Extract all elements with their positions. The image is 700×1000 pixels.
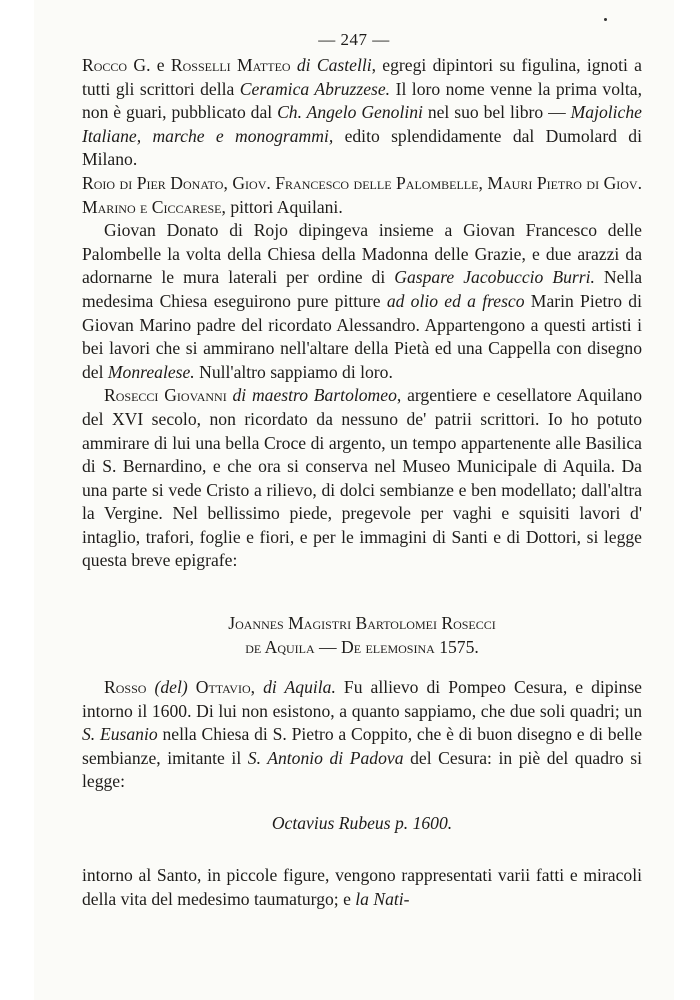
- particle: (del): [146, 677, 196, 697]
- continuation-text: [82, 864, 642, 911]
- entry-text: Marin Pietro di Giovan Marino padre del ricordato Alessandro. Appartengono a questi artisti i bei lavori che si ammirano nell'altare della Pietà ed una Cappella con disegno del: [82, 290, 642, 382]
- signature-line: [82, 812, 642, 836]
- entry-rosecci: [82, 384, 642, 573]
- entry-name-2: Rosselli Matteo: [170, 55, 291, 75]
- entry-text: edito splendidamente dal Dumolard di Milano.: [82, 125, 642, 170]
- work-title: Ceramica Abruzzese.: [239, 78, 391, 99]
- entry-text: intorno al Santo, in piccole figure, vengono rappresentati varii fatti e miracoli della vita del medesimo taumaturgo; e: [82, 865, 642, 909]
- epigraph-line: Joannes Magistri Bartolomei Rosecci: [228, 613, 496, 633]
- entry-text: Il loro nome venne la prima volta, non è guari, pubblicato dal: [82, 78, 642, 123]
- entry-text: , argentiere e cesellatore Aquilano del XVI secolo, non ricordato da nessuno de' patrii scrittori. Io ho potuto ammirare di lui una bella Croce di argento, un tempo appartenente alle Basilica di S. Bernardino, e che ora si conserva nel Museo Municipale di Aquila. Da una parte si vede Cristo a rilievo, di dolci sembianze e ben modellato; dall'altra la Vergine. Nel bellissimo piede, pregevole per vaghi e squisiti lavori d' intaglio, trafori, foglie e fiori, e per le immagini di Santi e di Dottori, si legge questa breve epigrafe:: [82, 385, 642, 571]
- signature: Octavius Rubeus p. 1600.: [271, 813, 453, 833]
- work-title: S. Eusanio: [82, 724, 158, 745]
- epigraph-line: de Aquila — De elemosina 1575.: [245, 636, 479, 657]
- author-name: Ch. Angelo Genolini: [277, 102, 423, 123]
- entry-text: Fu allievo di Pompeo Cesura, e dipinse intorno il 1600. Di lui non esistono, a quanto sappiamo, che due soli quadri; un: [82, 677, 642, 721]
- entry-text: Null'altro sappiamo di loro.: [194, 361, 393, 382]
- continuation-paragraph: [82, 864, 642, 911]
- entry-origin: di Aquila.: [255, 677, 336, 697]
- entry-text: pittori Aquilani.: [225, 196, 343, 217]
- entry-rosso: [82, 676, 642, 794]
- entry-name: Rosso: [104, 677, 147, 697]
- work-title: Majoliche Italiane, marche e monogrammi,: [82, 102, 642, 146]
- technique: ad olio ed a fresco: [386, 290, 525, 311]
- page-number: — 247 —: [318, 30, 390, 49]
- entry-roio-body: [82, 219, 642, 384]
- entry-name: Rosecci Giovanni: [104, 385, 227, 406]
- entry-rosso-body: [82, 676, 642, 794]
- main-text-block: [82, 54, 642, 573]
- work-title: S. Antonio di Padova: [247, 747, 404, 768]
- entry-text: Nella medesima Chiesa eseguirono pure pitture: [82, 267, 643, 311]
- entry-text: Giovan Donato di Rojo dipingeva insieme a Giovan Francesco delle Palombelle la volta della Chiesa della Madonna delle Grazie, e due arazzi da adornarne le mura laterali per ordine di: [82, 220, 642, 288]
- epigraph: [82, 612, 642, 659]
- entry-text: nella Chiesa di S. Pietro a Coppito, che è di buon disegno e di belle sembianze, imitante il: [82, 724, 642, 768]
- entry-text: nel suo bel libro —: [422, 102, 571, 123]
- ink-speck: [604, 18, 607, 21]
- entry-text: , egregi dipintori su figulina, ignoti a tutti gli scrittori della: [82, 55, 642, 99]
- work-title: la Nati-: [355, 888, 410, 909]
- patron-name: Gaspare Jacobuccio Burri.: [394, 267, 595, 288]
- entry-rocco: [82, 54, 642, 172]
- entry-origin: di Castelli: [290, 55, 372, 75]
- entry-text: del Cesura: in piè del quadro si legge:: [82, 747, 642, 792]
- designer-name: Monrealese.: [107, 361, 195, 382]
- book-page: [34, 0, 674, 1000]
- entry-name: Rocco G.: [82, 55, 151, 75]
- conjunction: e: [150, 55, 171, 75]
- entry-name-2: Ottavio,: [195, 677, 256, 697]
- entry-name: Roio di Pier Donato, Giov. Francesco delle Palombelle, Mauri Pietro di Giov. Marino e Ciccarese,: [82, 172, 642, 217]
- entry-origin: di maestro Bartolomeo: [226, 385, 397, 406]
- entry-roio-heading: [82, 172, 642, 219]
